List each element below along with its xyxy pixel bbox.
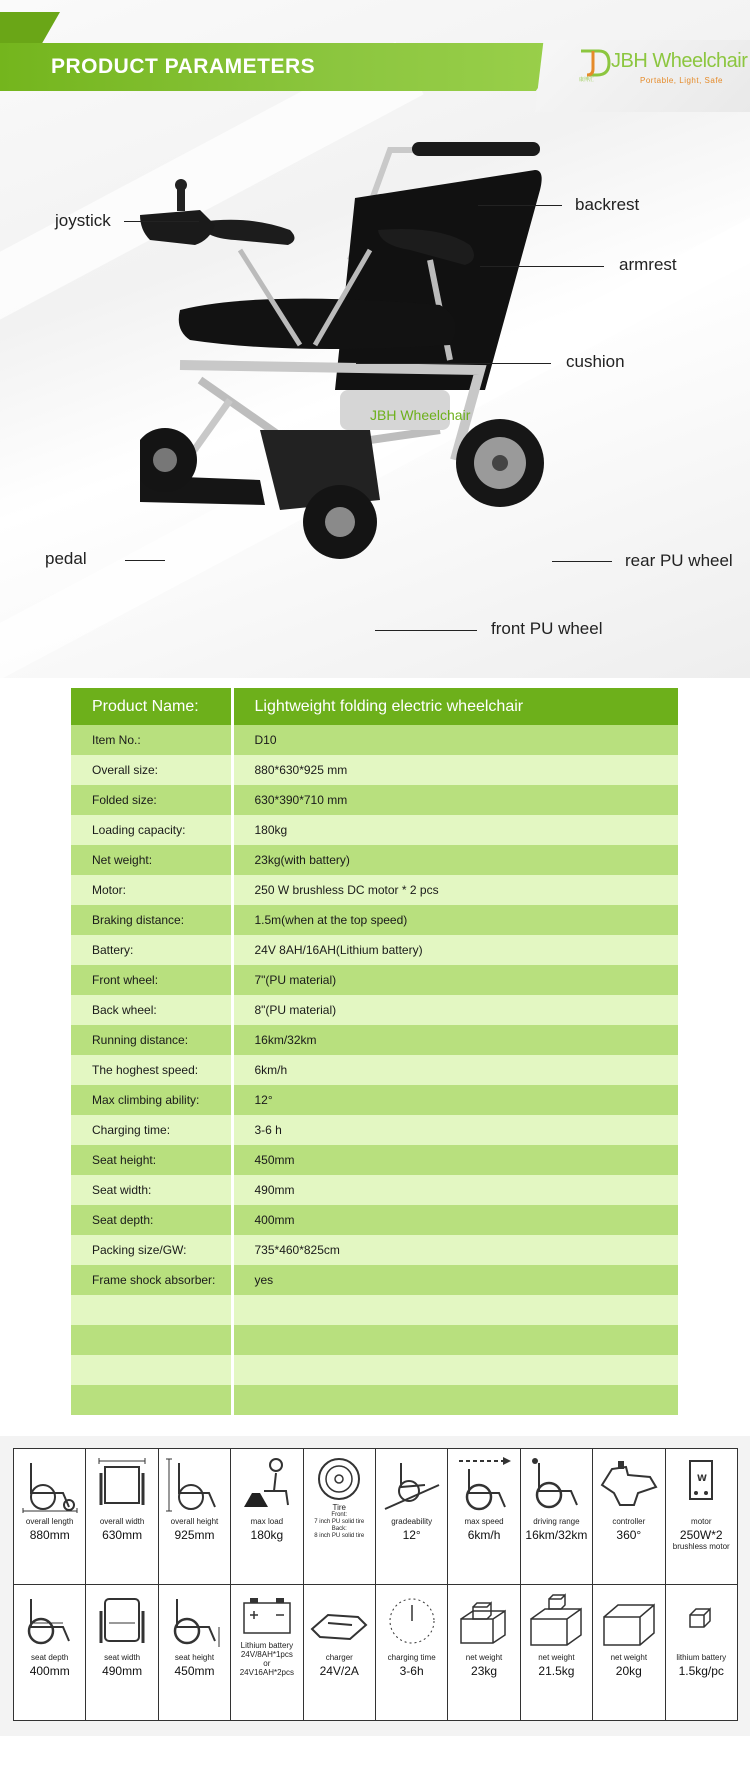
spec-row (71, 1115, 678, 1145)
spec-header-label: Product Name: (71, 688, 232, 725)
icon-label: lithium battery (676, 1653, 727, 1662)
spec-row (71, 875, 678, 905)
icon-value: 925mm (174, 1528, 215, 1542)
spec-value (232, 1385, 678, 1415)
spec-header-row (71, 688, 678, 725)
brand-tagline: Portable, Light, Safe (640, 76, 723, 85)
spec-row (71, 1325, 678, 1355)
icon-cell-seat-width (86, 1585, 158, 1721)
spec-row (71, 1145, 678, 1175)
battery-option-2: 24V16AH*2pcs (239, 1668, 294, 1677)
spec-value: 630*390*710 mm (232, 785, 678, 815)
spec-value: 12° (232, 1085, 678, 1115)
brand-logo-icon (575, 43, 615, 83)
icon-label: seat width (104, 1653, 141, 1662)
backrest-shape (335, 170, 542, 390)
spec-row (71, 1355, 678, 1385)
spec-row (71, 1085, 678, 1115)
spec-value: 3-6 h (232, 1115, 678, 1145)
icon-value: 1.5kg/pc (678, 1664, 724, 1678)
joystick-controller (140, 210, 215, 245)
icon-value: 3-6h (399, 1664, 424, 1678)
spec-label (71, 1325, 232, 1355)
spec-label: Back wheel: (71, 995, 232, 1025)
icon-value: 490mm (102, 1664, 143, 1678)
callout-line-cushion (356, 363, 551, 364)
icon-value: 250W*2 (679, 1528, 723, 1542)
callout-line-rear-wheel (552, 561, 612, 562)
spec-label: Front wheel: (71, 965, 232, 995)
spec-row (71, 1295, 678, 1325)
icon-value: 180kg (250, 1528, 284, 1542)
icon-value: 6km/h (467, 1528, 501, 1542)
spec-header-value: Lightweight folding electric wheelchair (232, 688, 678, 725)
spec-label: Seat width: (71, 1175, 232, 1205)
spec-value (232, 1295, 678, 1325)
tire-front-value: 7 inch PU solid tire (314, 1519, 365, 1525)
spec-row (71, 1385, 678, 1415)
driving-range-icon (525, 1455, 587, 1513)
spec-label: Packing size/GW: (71, 1235, 232, 1265)
icon-label: motor (691, 1517, 712, 1526)
spec-row (71, 905, 678, 935)
person-load-icon (236, 1455, 298, 1513)
small-box-icon (670, 1591, 732, 1649)
icon-cell-tire (303, 1449, 375, 1585)
icon-cell-net-weight-3 (593, 1585, 665, 1721)
callout-backrest: backrest (575, 195, 640, 214)
icon-cell-battery-weight (665, 1585, 737, 1721)
spec-label: The hoghest speed: (71, 1055, 232, 1085)
spec-label: Folded size: (71, 785, 232, 815)
tire-back-value: 8 inch PU solid tire (314, 1533, 365, 1539)
icon-row-1 (14, 1449, 738, 1585)
icon-value: 21.5kg (538, 1664, 575, 1678)
callout-line-joystick (124, 221, 199, 222)
callout-line-armrest (480, 266, 604, 267)
spec-label: Seat height: (71, 1145, 232, 1175)
clock-icon (381, 1591, 443, 1649)
left-front-hub (153, 448, 177, 472)
spec-label: Battery: (71, 935, 232, 965)
icon-cell-max-speed (448, 1449, 520, 1585)
box-icon (525, 1591, 587, 1649)
spec-label: Charging time: (71, 1115, 232, 1145)
icon-value: 20kg (615, 1664, 642, 1678)
motor-mark: W (697, 1474, 708, 1484)
icon-cell-overall-width (86, 1449, 158, 1585)
spec-row (71, 755, 678, 785)
icon-cell-seat-height (158, 1585, 230, 1721)
icon-row-2 (14, 1585, 738, 1721)
rear-wheel-hub (492, 455, 508, 471)
spec-label: Seat depth: (71, 1205, 232, 1235)
spec-value: yes (232, 1265, 678, 1295)
spec-row (71, 1175, 678, 1205)
battery-option-or: or (263, 1659, 271, 1668)
box-icon (598, 1591, 660, 1649)
page-title: PRODUCT PARAMETERS (51, 55, 316, 78)
spec-value: D10 (232, 725, 678, 755)
overall-width-icon (91, 1455, 153, 1513)
spec-label: Braking distance: (71, 905, 232, 935)
icon-label: seat height (174, 1653, 215, 1662)
seat-depth-icon (19, 1591, 81, 1649)
spec-label: Running distance: (71, 1025, 232, 1055)
icon-cell-seat-depth (14, 1585, 86, 1721)
icon-label: gradeability (391, 1517, 433, 1526)
spec-row (71, 935, 678, 965)
icon-value: 630mm (102, 1528, 143, 1542)
icon-cell-overall-height (158, 1449, 230, 1585)
icon-cell-charging-time (375, 1585, 447, 1721)
spec-row (71, 1205, 678, 1235)
callout-line-front-wheel (375, 630, 477, 631)
spec-value: 450mm (232, 1145, 678, 1175)
icon-value: 450mm (174, 1664, 215, 1678)
armrest-left (200, 220, 295, 245)
callout-joystick: joystick (55, 211, 111, 230)
spec-value: 6km/h (232, 1055, 678, 1085)
icon-label: driving range (533, 1517, 580, 1526)
spec-label: Overall size: (71, 755, 232, 785)
wheelchair-image (140, 130, 600, 660)
icon-value: 360° (616, 1528, 642, 1542)
spec-label (71, 1385, 232, 1415)
icon-value: 16km/32km (525, 1528, 588, 1542)
front-wheel-hub (325, 507, 355, 537)
icon-label: charging time (387, 1653, 436, 1662)
icon-value: 880mm (29, 1528, 70, 1542)
spec-value (232, 1355, 678, 1385)
icon-label: max load (250, 1517, 284, 1526)
spec-value: 23kg(with battery) (232, 845, 678, 875)
spec-value: 7"(PU material) (232, 965, 678, 995)
spec-value: 735*460*825cm (232, 1235, 678, 1265)
spec-body (71, 725, 678, 1415)
spec-row (71, 1235, 678, 1265)
tire-icon (308, 1455, 370, 1503)
icon-value: 23kg (471, 1664, 498, 1678)
spec-value: 1.5m(when at the top speed) (232, 905, 678, 935)
spec-table (71, 688, 678, 1415)
callout-line-backrest (478, 205, 562, 206)
gradeability-icon (381, 1455, 443, 1513)
icon-cell-driving-range (520, 1449, 592, 1585)
seat-height-icon (163, 1591, 225, 1649)
spec-row (71, 725, 678, 755)
charger-icon (308, 1591, 370, 1649)
callout-front-wheel: front PU wheel (491, 619, 603, 638)
icon-sub: brushless motor (672, 1542, 730, 1551)
spec-value: 490mm (232, 1175, 678, 1205)
battery-option-1: 24V/8AH*1pcs (240, 1650, 293, 1659)
spec-label (71, 1295, 232, 1325)
icon-label: charger (325, 1653, 353, 1662)
spec-value: 880*630*925 mm (232, 755, 678, 785)
icon-label: overall width (99, 1517, 145, 1526)
icon-label: max speed (464, 1517, 504, 1526)
icon-value: 12° (402, 1528, 421, 1542)
spec-row (71, 845, 678, 875)
icon-cell-controller (593, 1449, 665, 1585)
icon-cell-max-load (231, 1449, 303, 1585)
callout-cushion: cushion (566, 352, 625, 371)
icon-cell-net-weight-1 (448, 1585, 520, 1721)
icon-cell-motor (665, 1449, 737, 1585)
push-handle-grip (412, 142, 540, 156)
spec-value: 180kg (232, 815, 678, 845)
icon-label: overall height (170, 1517, 219, 1526)
spec-value (232, 1325, 678, 1355)
spec-value: 8"(PU material) (232, 995, 678, 1025)
spec-label (71, 1355, 232, 1385)
feature-icon-grid (13, 1448, 738, 1721)
spec-row (71, 1025, 678, 1055)
box-stack-icon (453, 1591, 515, 1649)
icon-label: net weight (465, 1653, 503, 1662)
seat-width-icon (91, 1591, 153, 1649)
spec-row (71, 995, 678, 1025)
icon-cell-gradeability (375, 1449, 447, 1585)
spec-row (71, 1265, 678, 1295)
joystick-knob (175, 179, 187, 191)
spec-label: Motor: (71, 875, 232, 905)
spec-value: 16km/32km (232, 1025, 678, 1055)
spec-label: Net weight: (71, 845, 232, 875)
brand-mark-sub: 康博汇 (579, 77, 595, 83)
spec-row (71, 965, 678, 995)
icon-cell-overall-length (14, 1449, 86, 1585)
icon-label: controller (612, 1517, 646, 1526)
icon-cell-net-weight-2 (520, 1585, 592, 1721)
tire-back-label: Back: (331, 1526, 347, 1532)
spec-label: Item No.: (71, 725, 232, 755)
spec-label: Loading capacity: (71, 815, 232, 845)
icon-value: 400mm (29, 1664, 70, 1678)
spec-row (71, 1055, 678, 1085)
icon-label: Lithium battery (240, 1641, 294, 1650)
callout-armrest: armrest (619, 255, 677, 274)
max-speed-icon (453, 1455, 515, 1513)
callout-line-pedal (125, 560, 165, 561)
icon-label: seat depth (31, 1653, 69, 1662)
spec-label: Frame shock absorber: (71, 1265, 232, 1295)
spec-value: 24V 8AH/16AH(Lithium battery) (232, 935, 678, 965)
icon-cell-charger (303, 1585, 375, 1721)
icon-label: net weight (538, 1653, 575, 1662)
spec-row (71, 815, 678, 845)
spec-row (71, 785, 678, 815)
battery-icon (236, 1591, 298, 1641)
controller-icon (598, 1455, 660, 1513)
icon-cell-lithium-battery (231, 1585, 303, 1721)
callout-rear-wheel: rear PU wheel (625, 551, 733, 570)
icon-label: Tire (332, 1503, 346, 1512)
spec-value: 400mm (232, 1205, 678, 1235)
icon-label: overall length (25, 1517, 74, 1526)
icon-value: 24V/2A (319, 1664, 359, 1678)
spec-label: Max climbing ability: (71, 1085, 232, 1115)
brand-name: JBH Wheelchair (611, 50, 748, 72)
icon-label: net weight (610, 1653, 648, 1662)
tire-front-label: Front: (331, 1512, 348, 1518)
frame-brand-label: JBH Wheelchair (370, 407, 471, 423)
overall-height-icon (163, 1455, 225, 1513)
motor-icon (670, 1455, 732, 1513)
overall-length-icon (19, 1455, 81, 1513)
callout-pedal: pedal (45, 549, 87, 568)
spec-value: 250 W brushless DC motor * 2 pcs (232, 875, 678, 905)
